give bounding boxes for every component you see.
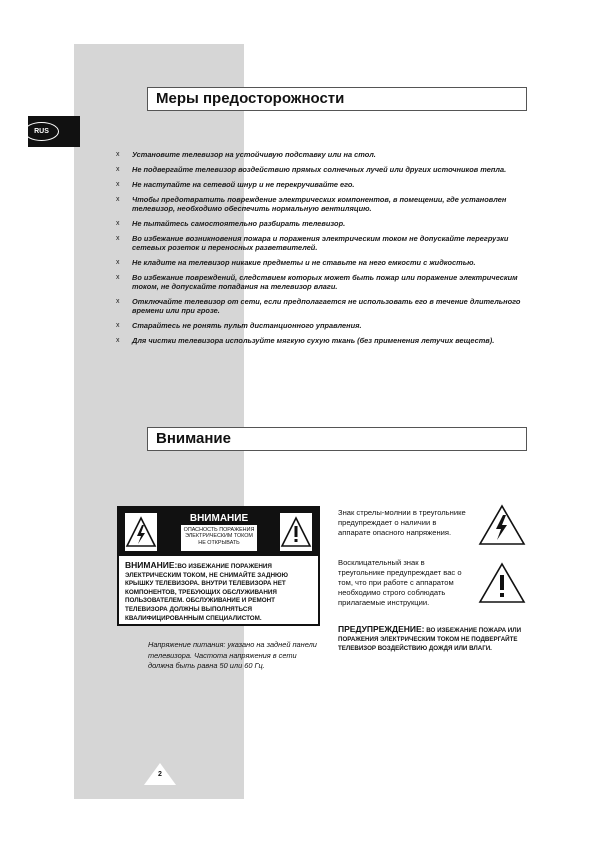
lightning-triangle-icon <box>478 504 526 546</box>
list-item: x Не пытайтесь самостоятельно разбирать телевизор. <box>116 219 346 228</box>
language-badge-label: RUS <box>24 122 59 141</box>
caution-body: ВО ИЗБЕЖАНИЕ ПОЖАРА ИЛИ ПОРАЖЕНИЯ ЭЛЕКТРИЧЕСКИМ ТОКОМ НЕ ПОДВЕРГАЙТЕ ТЕЛЕВИЗОР ВОЗДЕЙСТВИЮ ДОЖДЯ ИЛИ ВЛАГИ. <box>338 627 522 652</box>
warning-exclamation-box <box>280 513 312 551</box>
lightning-symbol-description: Знак стрелы-молнии в треугольнике предупреждает о наличии в аппарате опасного напряжения. <box>338 508 466 537</box>
list-item: x Не кладите на телевизор никакие предметы и не ставьте на него емкости с жидкостью. <box>116 258 476 267</box>
warning-label-header-band <box>119 508 318 556</box>
list-item: x Старайтесь не ронять пульт дистанционного управления. <box>116 321 362 330</box>
list-item: x Во избежание возникновения пожара и поражения электрическим током не допускайте перегрузки сетевых розеток и переносных разветвителей. <box>116 234 509 252</box>
warning-label-sub1: ОПАСНОСТЬ ПОРАЖЕНИЯ <box>183 527 255 533</box>
warning-label-panel <box>117 506 320 626</box>
exclamation-symbol-description: Восклицательный знак в треугольнике предупреждает вас о том, что при работе с аппаратом необходимо строго соблюдать прилагаемые инструкции. <box>338 558 462 607</box>
lightning-triangle-icon <box>125 513 157 551</box>
list-item: x Для чистки телевизора используйте мягкую сухую ткань (без применения летучих веществ). <box>116 336 495 345</box>
list-item: x Во избежание повреждений, следствием которых может быть пожар или поражение электрическим током, не допускайте попадания на телевизор влаги. <box>116 273 518 291</box>
list-item: x Отключайте телевизор от сети, если предполагается не использовать его в течение длительного времени или при грозе. <box>116 297 521 315</box>
caution-notice <box>338 625 528 653</box>
list-item: x Не подвергайте телевизор воздействию прямых солнечных лучей или других источников тепла. <box>116 165 507 174</box>
section-title-caution: Внимание <box>147 427 527 451</box>
warning-label-sub3: НЕ ОТКРЫВАТЬ <box>198 539 240 546</box>
precautions-list <box>116 150 536 351</box>
warning-label-body: ВО ИЗБЕЖАНИЕ ПОРАЖЕНИЯ ЭЛЕКТРИЧЕСКИМ ТОКОМ, НЕ СНИМАЙТЕ ЗАДНЮЮ КРЫШКУ ТЕЛЕВИЗОРА. ВНУТРИ ТЕЛЕВИЗОРА НЕТ КОМПОНЕНТОВ, ТРЕБУЮЩИХ ОБСЛУЖИВАНИЯ ПОЛЬЗОВАТЕЛЕМ. ОБСЛУЖИВАНИЕ И РЕМОНТ ТЕЛЕВИЗОРА ДОЛЖНЫ ВЫПОЛНЯТЬСЯ КВАЛИФИЦИРОВАННЫМ СПЕЦИАЛИСТОМ. <box>125 563 289 622</box>
list-item: x Установите телевизор на устойчивую подставку или на стол. <box>116 150 376 159</box>
power-supply-note: Напряжение питания: указано на задней панели телевизора. Частота напряжения в сети должна быть равна 50 или 60 Гц. <box>148 640 317 670</box>
caution-lead: ПРЕДУПРЕЖДЕНИЕ: <box>338 624 425 634</box>
warning-lightning-box <box>125 513 157 551</box>
warning-label-sub2: ЭЛЕКТРИЧЕСКИМ ТОКОМ <box>185 533 253 540</box>
exclamation-triangle-icon <box>280 513 312 551</box>
warning-label-text <box>125 561 315 623</box>
list-item: x Не наступайте на сетевой шнур и не перекручивайте его. <box>116 180 355 189</box>
list-item: x Чтобы предотвратить повреждение электрических компонентов, в помещении, где установлен телевизор, необходимо обеспечить нормальную вентиляцию. <box>116 195 507 213</box>
section-title-precautions: Меры предосторожности <box>147 87 527 111</box>
exclamation-triangle-icon <box>478 562 526 604</box>
warning-label-lead: ВНИМАНИЕ: <box>125 560 178 570</box>
warning-label-center <box>181 513 257 551</box>
page-number: 2 <box>158 771 162 778</box>
warning-label-title: ВНИМАНИЕ <box>181 513 257 525</box>
